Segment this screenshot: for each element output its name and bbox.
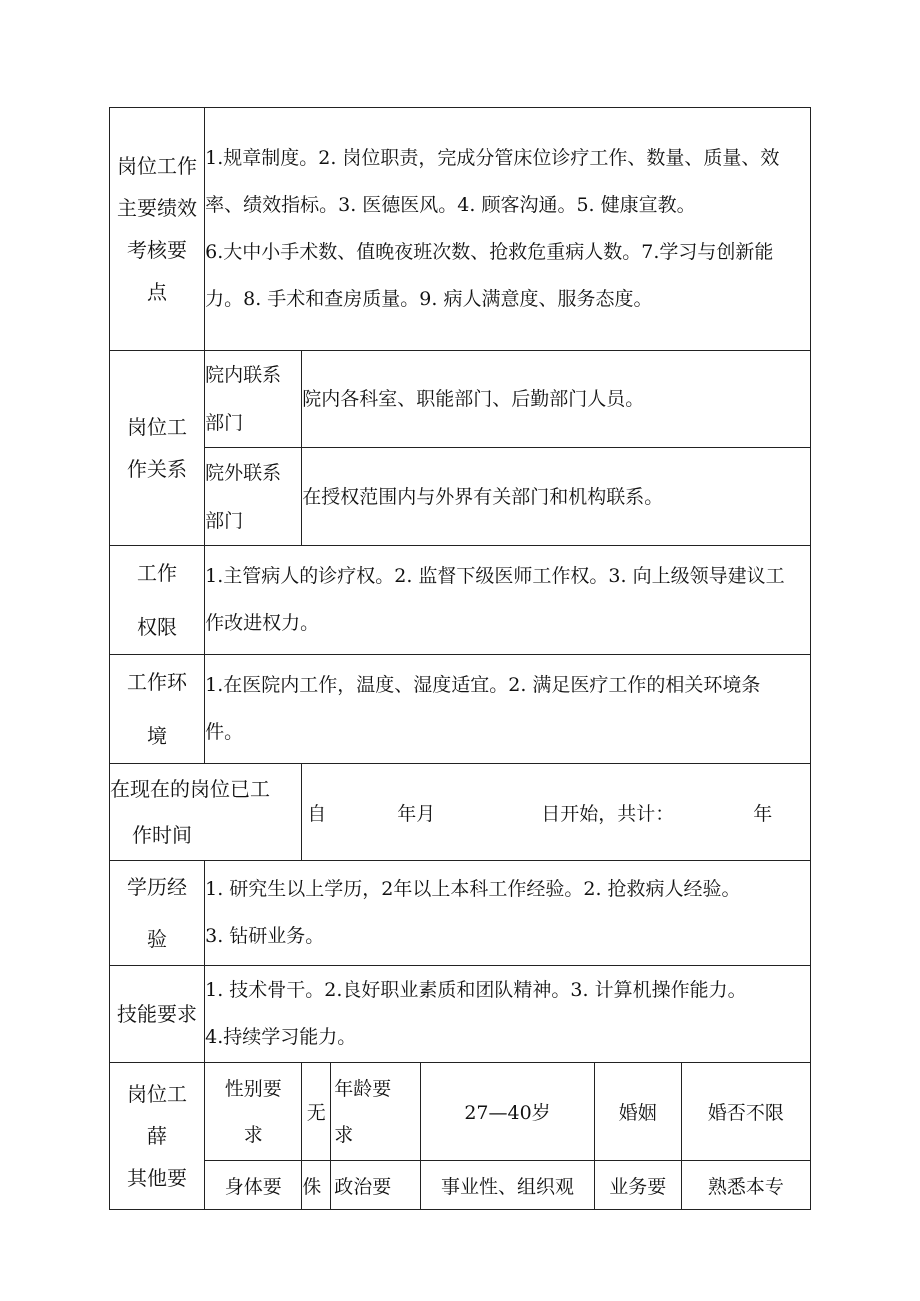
job-description-table	[109, 107, 811, 1210]
age-value: 27—40岁	[421, 1063, 595, 1161]
kpi-content: 1.规章制度。2. 岗位职责，完成分管床位诊疗工作、数量、质量、效 率、绩效指标。3. 医德医风。4. 顾客沟通。5. 健康宣教。 6.大中小手术数、值晚夜班次数、抢救危重病人数。7.学习与创新能 力。8. 手术和查房质量。9. 病人满意度、服务态度。	[205, 108, 811, 351]
other-label: 岗位工 薛 其他要	[110, 1063, 205, 1210]
external-contact-value: 在授权范围内与外界有关部门和机构联系。	[302, 448, 811, 546]
education-row	[110, 861, 811, 966]
tenure-value: 自 年月 日开始，共计： 年	[302, 764, 811, 861]
gender-value: 无	[302, 1063, 331, 1161]
environment-content: 1.在医院内工作，温度、湿度适宜。2. 满足医疗工作的相关环境条 件。	[205, 655, 811, 764]
marriage-label: 婚姻	[594, 1063, 681, 1161]
skills-row	[110, 966, 811, 1063]
other-row-2	[110, 1161, 811, 1210]
relations-label: 岗位工 作关系	[110, 351, 205, 546]
gender-label: 性别要 求	[205, 1063, 302, 1161]
relations-internal-row	[110, 351, 811, 448]
marriage-value: 婚否不限	[681, 1063, 810, 1161]
body-value: 侏	[302, 1161, 331, 1210]
politics-label: 政治要	[331, 1161, 421, 1210]
internal-contact-value: 院内各科室、职能部门、后勤部门人员。	[302, 351, 811, 448]
business-label: 业务要	[594, 1161, 681, 1210]
relations-external-row	[110, 448, 811, 546]
environment-row	[110, 655, 811, 764]
body-label: 身体要	[205, 1161, 302, 1210]
external-contact-label: 院外联系 部门	[205, 448, 302, 546]
age-label: 年龄要 求	[331, 1063, 421, 1161]
education-label: 学历经 验	[110, 861, 205, 966]
education-content: 1. 研究生以上学历，2年以上本科工作经验。2. 抢救病人经验。 3. 钻研业务。	[205, 861, 811, 966]
kpi-label: 岗位工作 主要绩效 考核要 点	[110, 108, 205, 351]
environment-label: 工作环 境	[110, 655, 205, 764]
other-row-1	[110, 1063, 811, 1161]
authority-row	[110, 546, 811, 655]
authority-label: 工作 权限	[110, 546, 205, 655]
tenure-row	[110, 764, 811, 861]
tenure-label: 在现在的岗位已工 作时间	[110, 764, 302, 861]
authority-content: 1.主管病人的诊疗权。2. 监督下级医师工作权。3. 向上级领导建议工 作改进权力。	[205, 546, 811, 655]
business-value: 熟悉本专	[681, 1161, 810, 1210]
skills-content: 1. 技术骨干。2.良好职业素质和团队精神。3. 计算机操作能力。 4.持续学习能力。	[205, 966, 811, 1063]
skills-label: 技能要求	[110, 966, 205, 1063]
politics-value: 事业性、组织观	[421, 1161, 595, 1210]
kpi-row	[110, 108, 811, 351]
internal-contact-label: 院内联系 部门	[205, 351, 302, 448]
